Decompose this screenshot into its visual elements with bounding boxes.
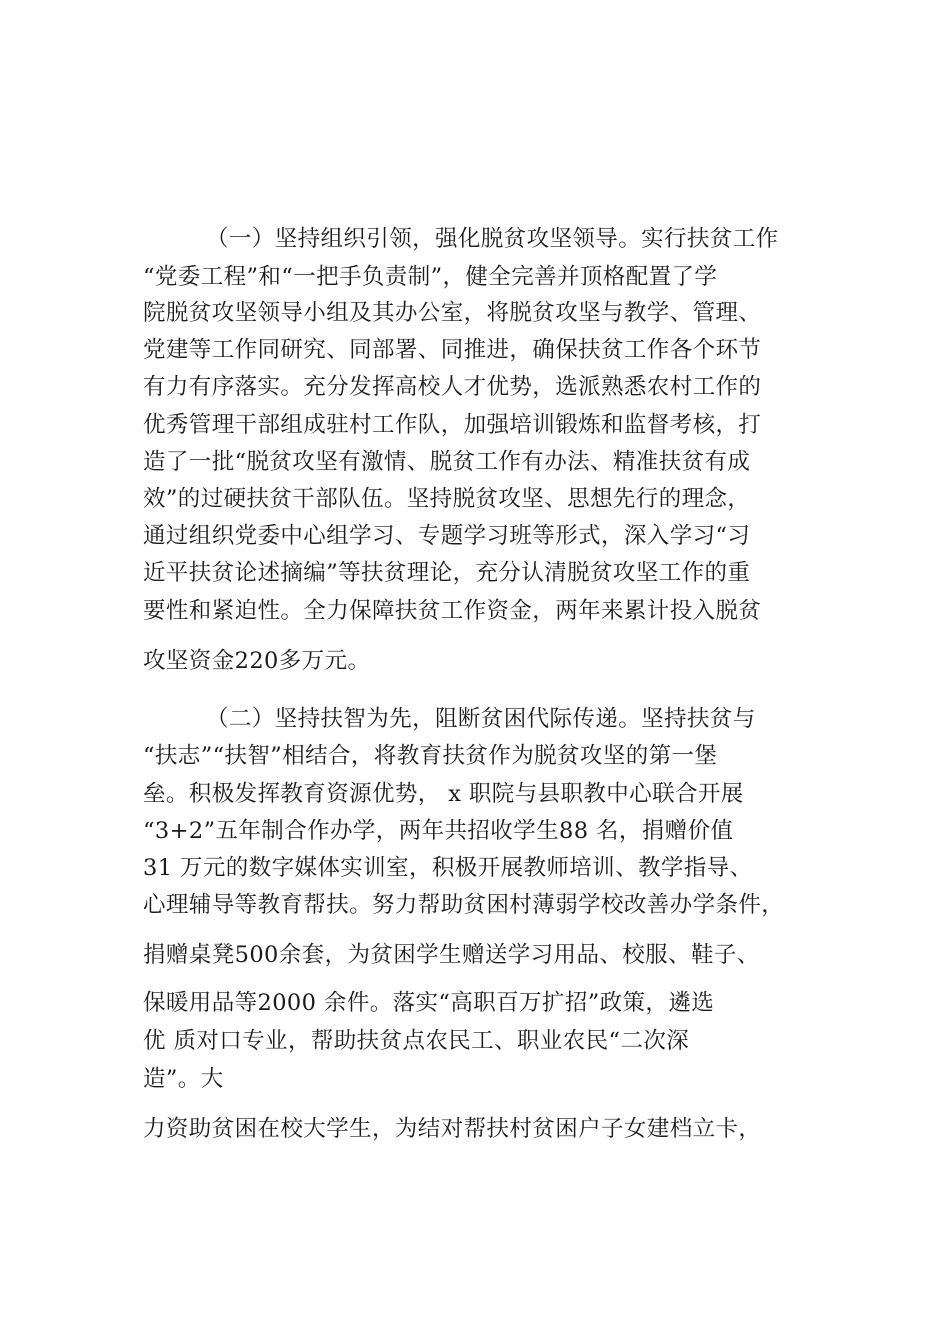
section2-line-10: 造”。大 bbox=[143, 1066, 224, 1092]
section2-line-4: “3+2”五年制合作办学，两年共招收学生88 名，捐赠价值 bbox=[143, 818, 734, 844]
section2-line-5: 31 万元的数字媒体实训室，积极开展教师培训、教学指导、 bbox=[143, 855, 753, 881]
section2-line-6: 心理辅导等教育帮扶。努力帮助贫困村薄弱学校改善办学条件， bbox=[143, 892, 785, 918]
section2-line-11: 力资助贫困在校大学生，为结对帮扶村贫困户子女建档立卡， bbox=[143, 1116, 762, 1142]
section1-line-12: 攻坚资金220多万元。 bbox=[143, 648, 371, 674]
section2-line-7: 捐赠桌凳500余套，为贫困学生赠送学习用品、校服、鞋子、 bbox=[143, 942, 760, 968]
section2-line-3: 垒。积极发挥教育资源优势， x 职院与县职教中心联合开展 bbox=[143, 781, 744, 807]
section2-line-9: 优 质对口专业，帮助扶贫点农民工、职业农民“二次深 bbox=[143, 1028, 690, 1054]
section1-line-6: 优秀管理干部组成驻村工作队，加强培训锻炼和监督考核，打 bbox=[143, 412, 762, 438]
section2-line-1: （二）坚持扶智为先，阻断贫困代际传递。坚持扶贫与 bbox=[206, 706, 756, 732]
section1-line-1: （一）坚持组织引领，强化脱贫攻坚领导。实行扶贫工作 bbox=[206, 226, 779, 252]
section2-line-8: 保暖用品等2000 余件。落实“高职百万扩招”政策，遴选 bbox=[143, 990, 715, 1016]
section1-line-10: 近平扶贫论述摘编”等扶贫理论，充分认清脱贫攻坚工作的重 bbox=[143, 560, 751, 586]
section1-line-7: 造了一批“脱贫攻坚有激情、脱贫工作有办法、精准扶贫有成 bbox=[143, 449, 751, 475]
section1-line-8: 效”的过硬扶贫干部队伍。坚持脱贫攻坚、思想先行的理念， bbox=[143, 486, 751, 512]
section1-line-11: 要性和紧迫性。全力保障扶贫工作资金，两年来累计投入脱贫 bbox=[143, 598, 762, 624]
section1-line-3: 院脱贫攻坚领导小组及其办公室，将脱贫攻坚与教学、管理、 bbox=[143, 300, 762, 326]
section1-line-9: 通过组织党委中心组学习、专题学习班等形式，深入学习“习 bbox=[143, 523, 751, 549]
section1-line-4: 党建等工作同研究、同部署、同推进，确保扶贫工作各个环节 bbox=[143, 337, 762, 363]
section1-line-5: 有力有序落实。充分发挥高校人才优势，选派熟悉农村工作的 bbox=[143, 374, 762, 400]
section1-line-2: “党委工程”和“一把手负责制”，健全完善并顶格配置了学 bbox=[143, 264, 718, 290]
section2-line-2: “扶志”“扶智”相结合，将教育扶贫作为脱贫攻坚的第一堡 bbox=[143, 743, 718, 769]
